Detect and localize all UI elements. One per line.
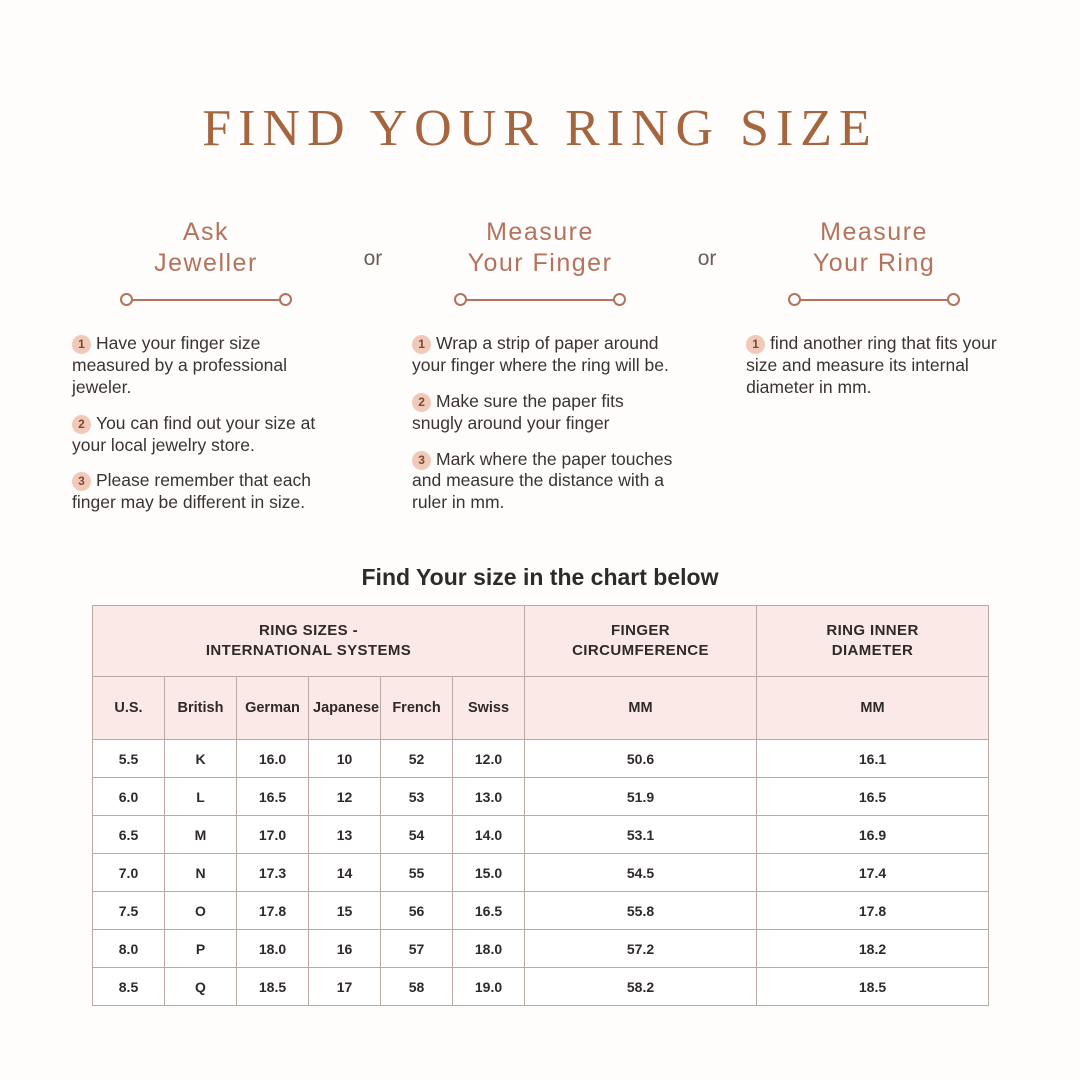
cell-japanese: 16 [309,930,381,968]
method-ask-jeweller [72,217,340,307]
list-item [72,470,334,514]
column-header-circumference-mm: MM [525,677,757,740]
divider-bar [794,299,954,301]
cell-circumference-mm: 57.2 [525,930,757,968]
cell-circumference-mm: 53.1 [525,816,757,854]
divider-dot-left-icon [788,293,801,306]
cell-us: 6.0 [93,778,165,816]
cell-diameter-mm: 17.4 [757,854,989,892]
connector-or-2: or [697,247,717,270]
list-item [72,413,334,457]
methods-steps-row [0,333,1080,528]
cell-german: 17.0 [237,816,309,854]
method-title [154,217,258,281]
column-header-japanese: Japanese [309,677,381,740]
cell-german: 18.5 [237,968,309,1006]
cell-german: 16.0 [237,740,309,778]
cell-us: 7.5 [93,892,165,930]
table-body [93,740,989,1006]
step-text: Have your finger size measured by a professional jeweler. [72,333,287,397]
cell-diameter-mm: 16.1 [757,740,989,778]
group-header-line1: RING SIZES - [259,621,358,639]
method-title-line1: Ask [182,218,230,246]
method-title-line2: Your Ring [812,249,936,278]
cell-japanese: 17 [309,968,381,1006]
step-number-badge: 3 [412,451,431,470]
cell-diameter-mm: 16.9 [757,816,989,854]
cell-swiss: 13.0 [453,778,525,816]
step-number-badge: 1 [72,335,91,354]
steps-measure-your-finger [406,333,674,528]
table-group-header-row [93,606,989,677]
group-header-line1: RING INNER [826,621,919,639]
cell-french: 56 [381,892,453,930]
step-number-badge: 1 [746,335,765,354]
step-text: Mark where the paper touches and measure the distance with a ruler in mm. [412,448,673,513]
list-item [746,333,1008,399]
column-header-diameter-mm: MM [757,677,989,740]
list-item [412,391,674,435]
method-divider [788,293,960,307]
cell-us: 8.0 [93,930,165,968]
group-header-line2: DIAMETER [831,642,914,660]
divider-dot-left-icon [454,293,467,306]
list-item [412,449,674,515]
table-row [93,854,989,892]
table-column-header-row [93,677,989,740]
cell-japanese: 12 [309,778,381,816]
cell-circumference-mm: 58.2 [525,968,757,1006]
divider-dot-right-icon [947,293,960,306]
cell-french: 57 [381,930,453,968]
method-title-line2: Jeweller [154,249,258,278]
cell-us: 8.5 [93,968,165,1006]
chart-heading: Find Your size in the chart below [361,564,719,591]
cell-swiss: 12.0 [453,740,525,778]
column-header-us: U.S. [93,677,165,740]
step-text: Make sure the paper fits snugly around your finger [412,390,624,433]
step-number-badge: 3 [72,472,91,491]
table-row [93,740,989,778]
cell-circumference-mm: 54.5 [525,854,757,892]
method-divider [120,293,292,307]
method-title-line1: Measure [486,218,594,246]
cell-british: N [165,854,237,892]
cell-us: 5.5 [93,740,165,778]
table-row [93,930,989,968]
cell-french: 54 [381,816,453,854]
column-header-british: British [165,677,237,740]
cell-british: P [165,930,237,968]
cell-british: O [165,892,237,930]
methods-header-row [0,217,1080,307]
list-item [72,333,334,399]
cell-french: 53 [381,778,453,816]
cell-swiss: 19.0 [453,968,525,1006]
divider-dot-right-icon [613,293,626,306]
steps-measure-your-ring [740,333,1008,413]
cell-us: 7.0 [93,854,165,892]
cell-diameter-mm: 16.5 [757,778,989,816]
cell-japanese: 14 [309,854,381,892]
table-row [93,968,989,1006]
method-title-line1: Measure [820,218,928,246]
cell-circumference-mm: 50.6 [525,740,757,778]
cell-swiss: 18.0 [453,930,525,968]
cell-german: 17.8 [237,892,309,930]
method-measure-your-ring [740,217,1008,307]
list-item [412,333,674,377]
cell-japanese: 15 [309,892,381,930]
group-header-ring-inner-diameter [757,606,989,677]
cell-french: 55 [381,854,453,892]
cell-japanese: 10 [309,740,381,778]
group-header-line1: FINGER [610,621,671,639]
step-text: Wrap a strip of paper around your finger where the ring will be. [412,333,669,375]
divider-dot-left-icon [120,293,133,306]
divider-dot-right-icon [279,293,292,306]
cell-us: 6.5 [93,816,165,854]
table-row [93,892,989,930]
size-chart-table-wrapper [92,605,988,1006]
step-text: Please remember that each finger may be different in size. [72,470,311,513]
cell-diameter-mm: 18.5 [757,968,989,1006]
steps-ask-jeweller [72,333,340,528]
method-title [468,217,613,281]
cell-circumference-mm: 51.9 [525,778,757,816]
cell-french: 52 [381,740,453,778]
group-header-line2: INTERNATIONAL SYSTEMS [205,642,412,660]
divider-bar [126,299,286,301]
cell-swiss: 16.5 [453,892,525,930]
cell-diameter-mm: 17.8 [757,892,989,930]
cell-diameter-mm: 18.2 [757,930,989,968]
cell-british: L [165,778,237,816]
cell-japanese: 13 [309,816,381,854]
step-number-badge: 2 [72,415,91,434]
step-text: find another ring that fits your size and measure its internal diameter in mm. [746,333,997,397]
cell-swiss: 14.0 [453,816,525,854]
cell-british: K [165,740,237,778]
cell-british: Q [165,968,237,1006]
page-title: FIND YOUR RING SIZE [202,100,878,157]
method-divider [454,293,626,307]
cell-circumference-mm: 55.8 [525,892,757,930]
size-chart-table [92,605,989,1006]
table-row [93,816,989,854]
group-header-ring-sizes [93,606,525,677]
column-header-french: French [381,677,453,740]
step-number-badge: 2 [412,393,431,412]
cell-german: 16.5 [237,778,309,816]
method-title [813,217,935,281]
cell-french: 58 [381,968,453,1006]
step-text: You can find out your size at your local jewelry store. [72,412,316,455]
method-measure-your-finger [406,217,674,307]
table-head [93,606,989,740]
cell-german: 17.3 [237,854,309,892]
divider-bar [460,299,620,301]
column-header-swiss: Swiss [453,677,525,740]
connector-or-1: or [363,247,383,270]
group-header-finger-circumference [525,606,757,677]
cell-swiss: 15.0 [453,854,525,892]
group-header-line2: CIRCUMFERENCE [572,642,709,660]
column-header-german: German [237,677,309,740]
table-row [93,778,989,816]
method-title-line2: Your Finger [467,249,613,278]
cell-german: 18.0 [237,930,309,968]
step-number-badge: 1 [412,335,431,354]
cell-british: M [165,816,237,854]
